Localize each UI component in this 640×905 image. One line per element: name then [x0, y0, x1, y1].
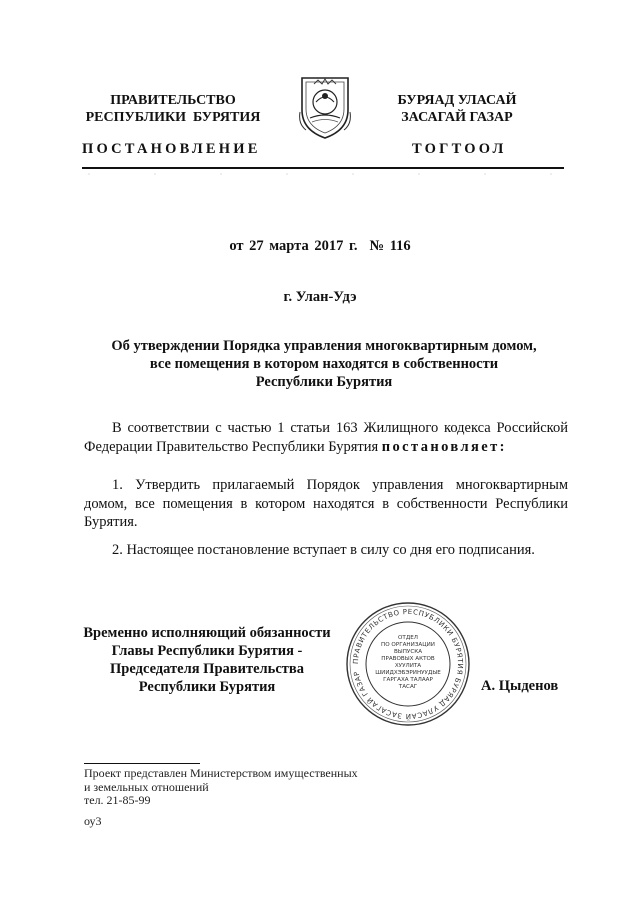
signatory-title-line: Республики Бурятия	[138, 679, 276, 695]
footnote-line: и земельных отношений	[84, 779, 209, 794]
seal-line: ХУУЛИТА	[394, 663, 422, 669]
footnote-divider	[84, 763, 200, 764]
footnote	[84, 767, 358, 808]
signatory-title-line: Председателя Правительства	[110, 661, 304, 677]
signatory-name: А. Цыденов	[481, 678, 559, 694]
header-right-line: ЗАСАГАЙ ГАЗАР	[401, 110, 513, 125]
official-seal	[344, 601, 472, 727]
header-left-line: РЕСПУБЛИКИ БУРЯТИЯ	[85, 110, 261, 125]
subject-line: все помещения в котором находятся в собственности	[149, 356, 499, 372]
seal-ring-text: ПРАВИТЕЛЬСТВО РЕСПУБЛИКИ БУРЯТИЯ БУРЯАД УЛАСАЙ ЗАСАГАЙ ГАЗАР	[351, 607, 465, 721]
footnote-line: тел. 21-85-99	[84, 793, 151, 807]
seal-line: ТАСАГ	[398, 684, 418, 690]
signatory-title-line: Временно исполняющий обязанности	[83, 625, 331, 641]
doc-type-ru: ПОСТАНОВЛЕНИЕ	[82, 141, 261, 157]
subject-line: Республики Бурятия	[255, 374, 393, 390]
footnote-line: Проект представлен Министерством имущественных	[84, 766, 358, 780]
header-dotted-line	[82, 171, 564, 177]
document-subject	[90, 337, 558, 391]
document-number: № 116	[369, 238, 411, 254]
header-right-line: БУРЯАД УЛАСАЙ	[397, 93, 517, 108]
header-divider	[82, 167, 564, 169]
seal-line: ГАРГАХА ТАЛААР	[383, 677, 433, 683]
coat-of-arms-icon	[296, 72, 354, 142]
seal-line: ШИИДХЭБЭРИНУУДЫЕ	[375, 670, 441, 676]
signatory-title	[76, 624, 338, 696]
header-left-line: ПРАВИТЕЛЬСТВО	[110, 93, 236, 108]
document-date: от 27 марта 2017 г.	[229, 238, 358, 254]
document-code: оу3	[84, 814, 102, 828]
subject-line: Об утверждении Порядка управления многоквартирным домом,	[111, 338, 537, 354]
seal-line: ПО ОРГАНИЗАЦИИ	[381, 642, 435, 648]
seal-line: ПРАВОВЫХ АКТОВ	[381, 656, 435, 662]
preamble-action: постановляет:	[381, 438, 507, 455]
seal-line: ОТДЕЛ	[398, 635, 418, 641]
header-left	[78, 92, 268, 126]
city: г. Улан-Удэ	[283, 289, 357, 305]
doc-type-bua: ТОГТООЛ	[412, 141, 507, 157]
header-right	[372, 92, 542, 126]
paragraph-preamble	[84, 419, 568, 456]
paragraph-item-1: 1. Утвердить прилагаемый Порядок управления многоквартирным домом, все помещения в котором находятся в собственности Республики Бурятия.	[84, 477, 568, 530]
paragraph-item-2: 2. Настоящее постановление вступает в силу со дня его подписания.	[112, 542, 535, 558]
date-line	[0, 238, 640, 255]
preamble-text: В соответствии с частью 1 статьи 163 Жилищного кодекса Российской Федерации Правительство Республики Бурятия	[84, 420, 568, 455]
seal-line: ВЫПУСКА	[393, 649, 423, 655]
signatory-title-line: Главы Республики Бурятия -	[111, 643, 303, 659]
